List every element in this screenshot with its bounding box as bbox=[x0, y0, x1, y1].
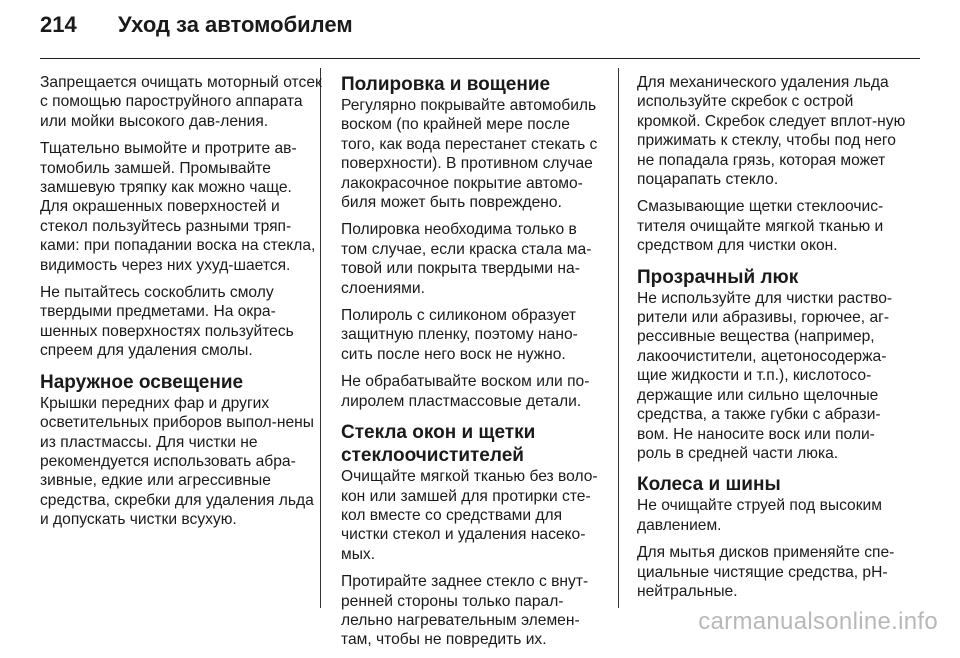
section-heading-windows-wipers: Стекла окон и щетки стеклоочистителей bbox=[341, 422, 536, 467]
section-heading-sunroof: Прозрачный люк bbox=[637, 266, 799, 288]
section-heading-polishing: Полировка и вощение bbox=[341, 74, 551, 95]
paragraph: Не очищайте струей под высоким давлением. bbox=[637, 497, 882, 534]
paragraph: Протирайте заднее стекло с внут-ренней стороны только парал-лельно нагревательным элемен-там, чтобы не повредить их. bbox=[341, 573, 589, 649]
paragraph: Очищайте мягкой тканью без воло-кон или замшей для протирки сте-кол вместе со средствами для чистки стекол и удаления насеко-мых. bbox=[341, 468, 598, 563]
paragraph: Не пытайтесь соскоблить смолу твердыми предметами. На окра-шенных поверхностях пользуйтесь спреем для удаления смолы. bbox=[40, 284, 294, 360]
page-header bbox=[40, 12, 353, 52]
paragraph: Не обрабатывайте воском или по-лиролем пластмассовые детали. bbox=[341, 373, 590, 410]
section-heading-wheels-tyres: Колеса и шины bbox=[637, 474, 781, 496]
column-2 bbox=[341, 73, 603, 658]
chapter-title: Уход за автомобилем bbox=[118, 12, 353, 37]
paragraph: Полировка необходима только в том случае, если краска стала ма-товой или покрыта твердыми на-слоениями. bbox=[341, 221, 592, 297]
paragraph: Не используйте для чистки раство-рители или абразивы, горючее, аг-рессивные вещества (например, лакоочистители, ацетоносодержа-щие жидкости и т.п.), кислотосо-держащие или сильно щелочные средства, а также губки с абрази-вом. Не наносите воск или поли-роль в средней части люка. bbox=[637, 289, 893, 462]
column-divider-2 bbox=[618, 68, 619, 608]
column-1 bbox=[40, 73, 324, 538]
page-number: 214 bbox=[40, 12, 77, 37]
paragraph: Полироль с силиконом образует защитную пленку, поэтому нано-сить после него воск не нужно. bbox=[341, 307, 578, 363]
watermark: carmanualsonline.info bbox=[698, 608, 938, 635]
column-3 bbox=[637, 73, 909, 609]
paragraph: Смазывающие щетки стеклоочис-тителя очищайте мягкой тканью и средством для чистки окон. bbox=[637, 198, 884, 255]
paragraph: Для мытья дисков применяйте спе-циальные чистящие средства, pH-нейтральные. bbox=[637, 544, 895, 600]
paragraph: Для механического удаления льда используйте скребок с острой кромкой. Скребок следует вплот-ную прижимать к стеклу, чтобы под него не попадала грязь, которая может поцарапать стекло. bbox=[637, 74, 906, 189]
paragraph: Регулярно покрывайте автомобиль воском (по крайней мере после того, как вода перестанет стекать с поверхности). В противном случае лакокрасочное покрытие автомо-биля может быть повреждено. bbox=[341, 97, 598, 212]
header-rule bbox=[40, 58, 920, 59]
paragraph: Запрещается очищать моторный отсек с помощью пароструйного аппарата или мойки высокого дав-ления. bbox=[40, 74, 322, 130]
section-heading-exterior-lighting: Наружное освещение bbox=[40, 371, 244, 393]
paragraph: Крышки передних фар и других осветительных приборов выпол-нены из пластмассы. Для чистки не рекомендуется использовать абра-зивные, едкие или агрессивные средства, скребки для удаления льда и допускать чистки всухую. bbox=[40, 394, 314, 529]
paragraph: Тщательно вымойте и протрите ав-томобиль замшей. Промывайте замшевую тряпку как можно чаще. Для окрашенных поверхностей и стекол пользуйтесь разными тряп-ками: при попадании воска на стекла, видимость через них ухуд-шается. bbox=[40, 140, 316, 274]
